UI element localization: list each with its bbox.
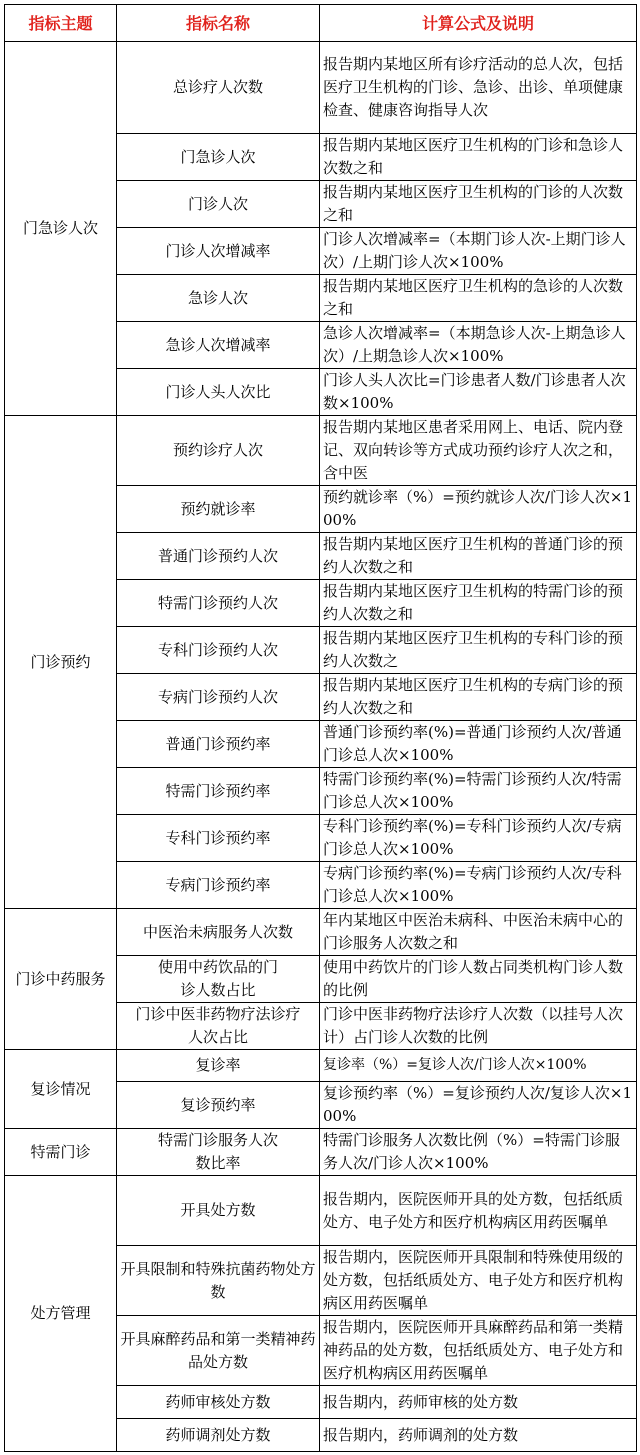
indicator-desc: 特需门诊预约率(%)=特需门诊预约人次/特需门诊总人次×100% bbox=[320, 768, 637, 815]
indicator-name: 特需门诊预约人次 bbox=[117, 580, 320, 627]
topic-cell: 门诊中药服务 bbox=[5, 909, 117, 1050]
indicator-name: 普通门诊预约率 bbox=[117, 721, 320, 768]
indicator-desc: 报告期内某地区医疗卫生机构的普通门诊的预约人次数之和 bbox=[320, 533, 637, 580]
topic-cell: 复诊情况 bbox=[5, 1050, 117, 1129]
indicator-name: 开具限制和特殊抗菌药物处方数 bbox=[117, 1246, 320, 1316]
indicator-name: 专科门诊预约率 bbox=[117, 815, 320, 862]
table-row bbox=[5, 1129, 637, 1176]
table-header-row bbox=[5, 5, 637, 42]
indicator-desc: 报告期内某地区所有诊疗活动的总人次，包括医疗卫生机构的门诊、急诊、出诊、单项健康检查、健康咨询指导人次 bbox=[320, 42, 637, 134]
indicator-desc: 复诊率（%）=复诊人次/门诊人次×100% bbox=[320, 1050, 637, 1082]
indicator-name: 开具处方数 bbox=[117, 1176, 320, 1246]
indicator-desc: 报告期内某地区医疗卫生机构的特需门诊的预约人次数之和 bbox=[320, 580, 637, 627]
indicator-name: 门诊人头人次比 bbox=[117, 369, 320, 416]
indicator-desc: 特需门诊服务人次数比例（%）=特需门诊服务人次/门诊人次×100% bbox=[320, 1129, 637, 1176]
indicator-name: 中医治未病服务人次数 bbox=[117, 909, 320, 956]
indicator-desc: 报告期内，药师调剂的处方数 bbox=[320, 1419, 637, 1452]
indicator-desc: 急诊人次增减率=（本期急诊人次-上期急诊人次）/上期急诊人次×100% bbox=[320, 322, 637, 369]
indicator-name: 预约诊疗人次 bbox=[117, 416, 320, 486]
header-topic: 指标主题 bbox=[5, 5, 117, 42]
indicator-name: 门诊人次增减率 bbox=[117, 228, 320, 275]
indicator-table bbox=[4, 4, 637, 1452]
header-name: 指标名称 bbox=[117, 5, 320, 42]
indicator-desc: 门诊人次增减率=（本期门诊人次-上期门诊人次）/上期门诊人次×100% bbox=[320, 228, 637, 275]
indicator-desc: 普通门诊预约率(%)=普通门诊预约人次/普通门诊总人次×100% bbox=[320, 721, 637, 768]
indicator-name: 开具麻醉药品和第一类精神药品处方数 bbox=[117, 1316, 320, 1386]
indicator-name: 预约就诊率 bbox=[117, 486, 320, 533]
indicator-desc: 报告期内某地区医疗卫生机构的急诊的人次数之和 bbox=[320, 275, 637, 322]
indicator-name: 复诊预约率 bbox=[117, 1082, 320, 1129]
indicator-desc: 报告期内，医院医师开具限制和特殊使用级的处方数，包括纸质处方、电子处方和医疗机构病区用药医嘱单 bbox=[320, 1246, 637, 1316]
indicator-desc: 报告期内，医院医师开具麻醉药品和第一类精神药品的处方数，包括纸质处方、电子处方和医疗机构病区用药医嘱单 bbox=[320, 1316, 637, 1386]
indicator-name: 急诊人次 bbox=[117, 275, 320, 322]
indicator-name: 专病门诊预约人次 bbox=[117, 674, 320, 721]
topic-cell: 门急诊人次 bbox=[5, 42, 117, 416]
indicator-name: 专科门诊预约人次 bbox=[117, 627, 320, 674]
table-row bbox=[5, 416, 637, 486]
indicator-name: 复诊率 bbox=[117, 1050, 320, 1082]
indicator-name: 普通门诊预约人次 bbox=[117, 533, 320, 580]
topic-cell: 处方管理 bbox=[5, 1176, 117, 1452]
table-row bbox=[5, 42, 637, 134]
indicator-desc: 预约就诊率（%）=预约就诊人次/门诊人次×100% bbox=[320, 486, 637, 533]
indicator-desc: 门诊中医非药物疗法诊疗人次数（以挂号人次计）占门诊人次数的比例 bbox=[320, 1003, 637, 1050]
indicator-desc: 年内某地区中医治未病科、中医治未病中心的门诊服务人次数之和 bbox=[320, 909, 637, 956]
indicator-desc: 报告期内某地区患者采用网上、电话、院内登记、双向转诊等方式成功预约诊疗人次之和，含中医 bbox=[320, 416, 637, 486]
topic-cell: 门诊预约 bbox=[5, 416, 117, 909]
indicator-desc: 报告期内某地区医疗卫生机构的专科门诊的预约人次数之 bbox=[320, 627, 637, 674]
indicator-desc: 报告期内，药师审核的处方数 bbox=[320, 1386, 637, 1419]
indicator-desc: 门诊人头人次比=门诊患者人数/门诊患者人次数×100% bbox=[320, 369, 637, 416]
indicator-desc: 报告期内某地区医疗卫生机构的门诊和急诊人次数之和 bbox=[320, 134, 637, 181]
indicator-desc: 使用中药饮片的门诊人数占同类机构门诊人数的比例 bbox=[320, 956, 637, 1003]
indicator-name: 特需门诊服务人次数比率 bbox=[117, 1129, 320, 1176]
indicator-name: 使用中药饮品的门诊人数占比 bbox=[117, 956, 320, 1003]
indicator-name: 急诊人次增减率 bbox=[117, 322, 320, 369]
table-row bbox=[5, 1050, 637, 1082]
indicator-name: 药师审核处方数 bbox=[117, 1386, 320, 1419]
topic-cell: 特需门诊 bbox=[5, 1129, 117, 1176]
indicator-name: 总诊疗人次数 bbox=[117, 42, 320, 134]
indicator-desc: 报告期内某地区医疗卫生机构的专病门诊的预约人次数之和 bbox=[320, 674, 637, 721]
indicator-name: 门急诊人次 bbox=[117, 134, 320, 181]
table-row bbox=[5, 1176, 637, 1246]
indicator-desc: 专科门诊预约率(%)=专科门诊预约人次/专病门诊总人次×100% bbox=[320, 815, 637, 862]
indicator-name: 特需门诊预约率 bbox=[117, 768, 320, 815]
header-desc: 计算公式及说明 bbox=[320, 5, 637, 42]
indicator-desc: 报告期内，医院医师开具的处方数，包括纸质处方、电子处方和医疗机构病区用药医嘱单 bbox=[320, 1176, 637, 1246]
indicator-desc: 复诊预约率（%）=复诊预约人次/复诊人次×100% bbox=[320, 1082, 637, 1129]
indicator-name: 专病门诊预约率 bbox=[117, 862, 320, 909]
indicator-desc: 专病门诊预约率(%)=专病门诊预约人次/专科门诊总人次×100% bbox=[320, 862, 637, 909]
indicator-name: 门诊人次 bbox=[117, 181, 320, 228]
indicator-desc: 报告期内某地区医疗卫生机构的门诊的人次数之和 bbox=[320, 181, 637, 228]
indicator-name: 门诊中医非药物疗法诊疗人次占比 bbox=[117, 1003, 320, 1050]
table-row bbox=[5, 909, 637, 956]
indicator-name: 药师调剂处方数 bbox=[117, 1419, 320, 1452]
